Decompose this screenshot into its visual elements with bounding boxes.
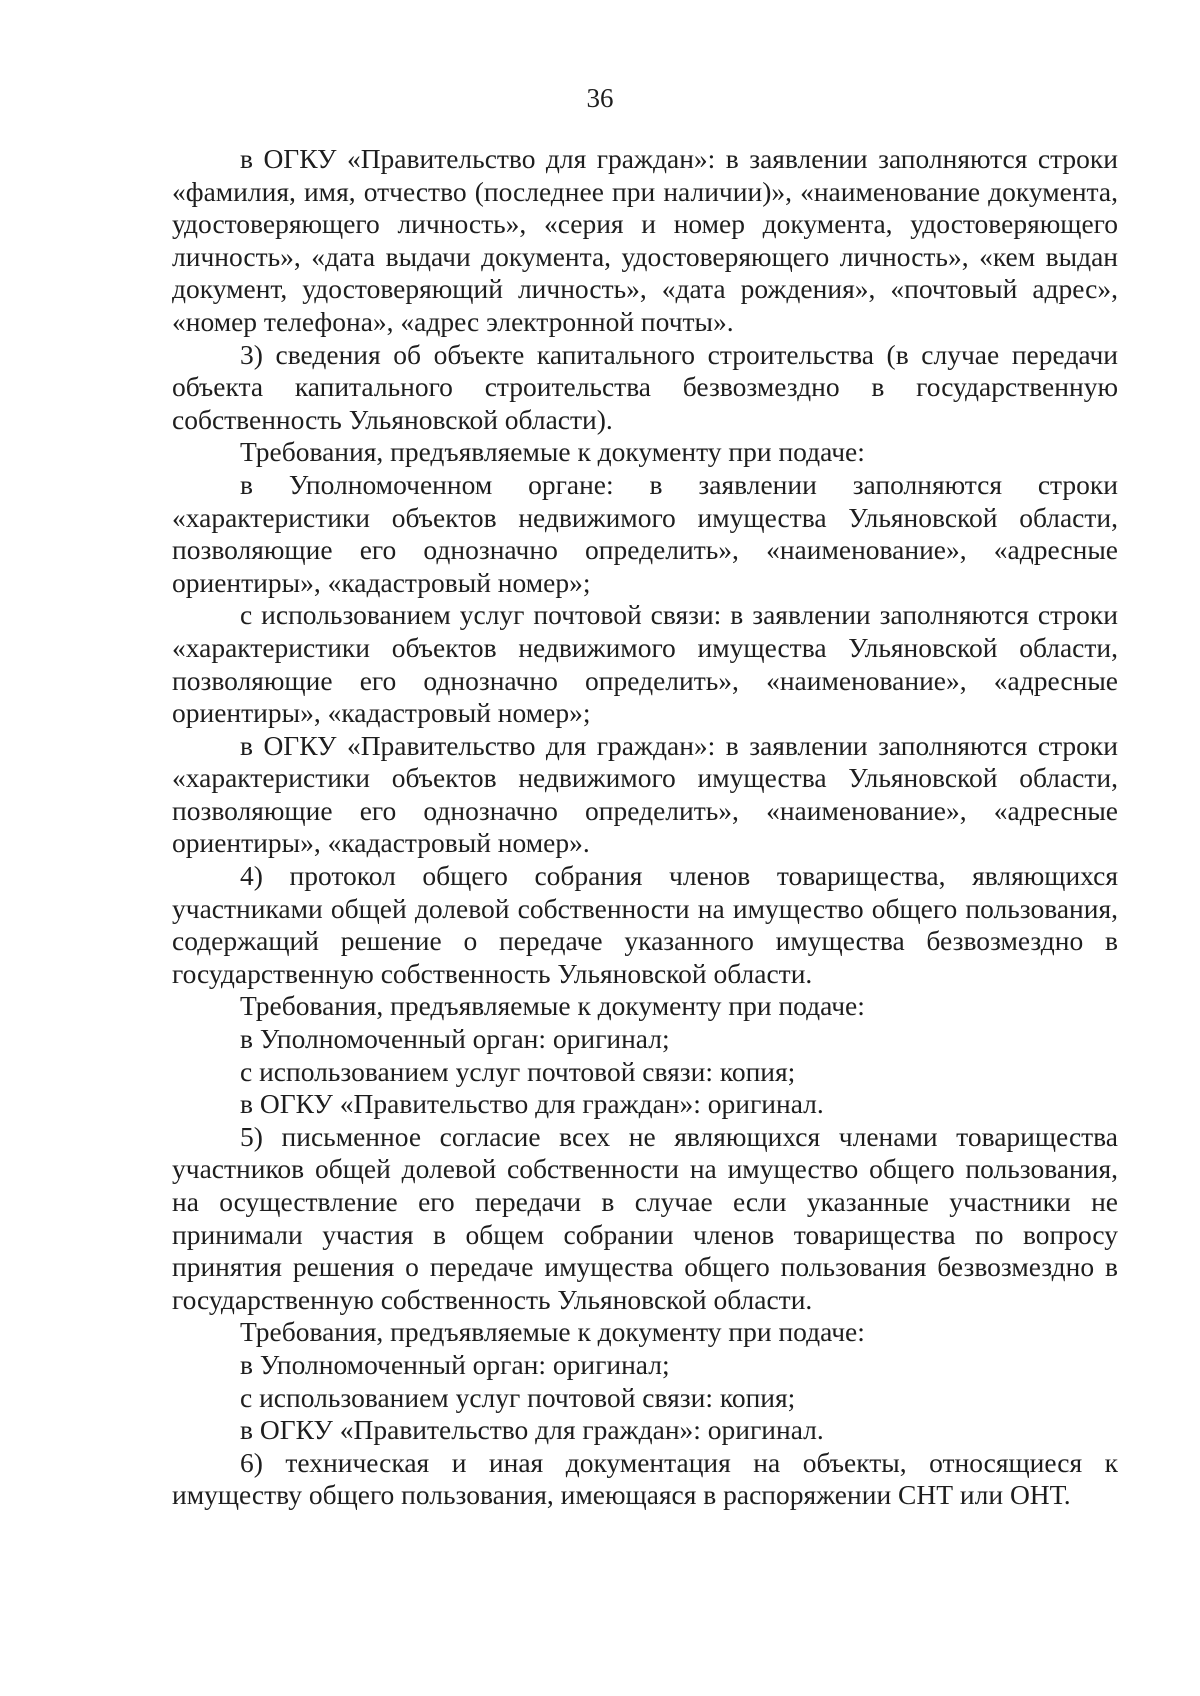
paragraph-ogku-personal-fields: в ОГКУ «Правительство для граждан»: в заявлении заполняются строки «фамилия, имя, отчество (последнее при наличии)», «наименование документа, удостоверяющего личность», «серия и номер документа, удостоверяющего личность», «дата выдачи документа, удостоверяющего личность», «кем выдан документ, удостоверяющий личность», «дата рождения», «почтовый адрес», «номер телефона», «адрес электронной почты». bbox=[172, 143, 1118, 337]
paragraph-requirements-heading: Требования, предъявляемые к документу при подаче: bbox=[240, 436, 865, 468]
paragraph-ogku-original: в ОГКУ «Правительство для граждан»: оригинал. bbox=[240, 1088, 824, 1120]
paragraph-requirements-heading: Требования, предъявляемые к документу при подаче: bbox=[240, 1316, 865, 1348]
paragraph-authority-original: в Уполномоченный орган: оригинал; bbox=[240, 1023, 670, 1055]
paragraph-ogku-object-fields: в ОГКУ «Правительство для граждан»: в заявлении заполняются строки «характеристики объектов недвижимого имущества Ульяновской области, позволяющие его однозначно определить», «наименование», «адресные ориентиры», «кадастровый номер». bbox=[172, 729, 1118, 859]
paragraph-authority-original: в Уполномоченный орган: оригинал; bbox=[240, 1348, 670, 1380]
paragraph-postal-copy: с использованием услуг почтовой связи: копия; bbox=[240, 1381, 796, 1413]
paragraph-authority-fields: в Уполномоченном органе: в заявлении заполняются строки «характеристики объектов недвижимого имущества Ульяновской области, позволяющие его однозначно определить», «наименование», «адресные ориентиры», «кадастровый номер»; bbox=[172, 468, 1118, 598]
paragraph-item-6: 6) техническая и иная документация на объекты, относящиеся к имуществу общего пользования, имеющаяся в распоряжении СНТ или ОНТ. bbox=[172, 1446, 1118, 1511]
paragraph-requirements-heading: Требования, предъявляемые к документу при подаче: bbox=[240, 990, 865, 1022]
paragraph-postal-copy: с использованием услуг почтовой связи: копия; bbox=[240, 1055, 796, 1087]
paragraph-item-5: 5) письменное согласие всех не являющихся членами товарищества участников общей долевой собственности на имущество общего пользования, на осуществление его передачи в случае если указанные участники не принимали участия в общем собрании членов товарищества по вопросу принятия решения о передаче имущества общего пользования безвозмездно в государственную собственность Ульяновской области. bbox=[172, 1120, 1118, 1315]
paragraph-ogku-original: в ОГКУ «Правительство для граждан»: оригинал. bbox=[240, 1414, 824, 1446]
page-number: 36 bbox=[586, 83, 614, 113]
paragraph-item-3: 3) сведения об объекте капитального строительства (в случае передачи объекта капитального строительства безвозмездно в государственную собственность Ульяновской области). bbox=[172, 338, 1118, 435]
document-body bbox=[172, 143, 1118, 1512]
paragraph-postal-fields: с использованием услуг почтовой связи: в заявлении заполняются строки «характеристики объектов недвижимого имущества Ульяновской области, позволяющие его однозначно определить», «наименование», «адресные ориентиры», «кадастровый номер»; bbox=[172, 599, 1118, 729]
paragraph-item-4: 4) протокол общего собрания членов товарищества, являющихся участниками общей долевой собственности на имущество общего пользования, содержащий решение о передаче указанного имущества безвозмездно в государственную собственность Ульяновской области. bbox=[172, 860, 1118, 989]
